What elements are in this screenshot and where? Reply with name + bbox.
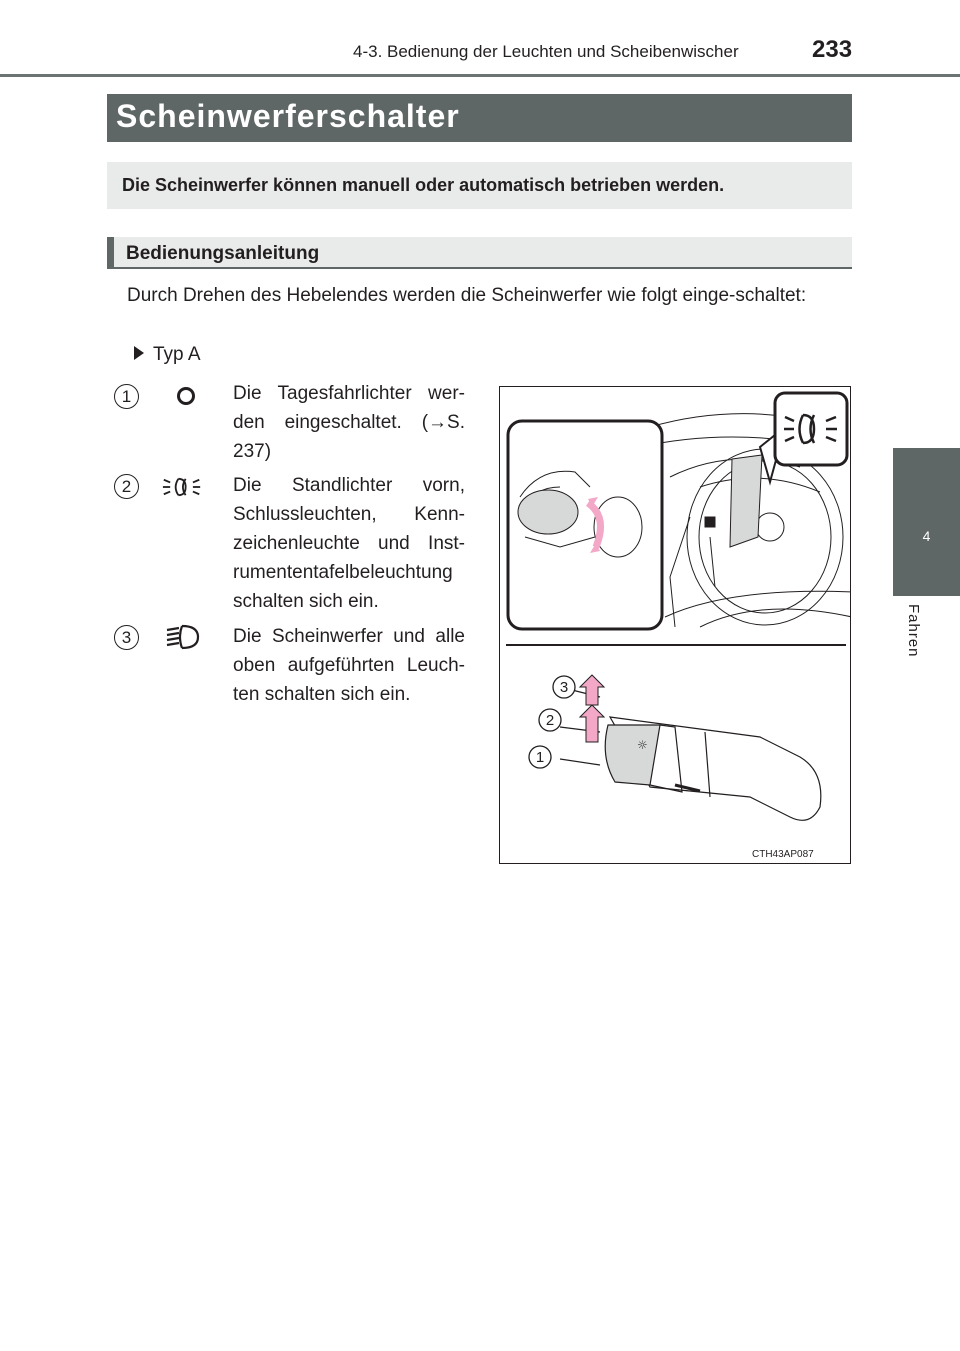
item-number-3: 3 xyxy=(114,625,139,650)
header-rule xyxy=(0,74,960,77)
figure-code: CTH43AP087 xyxy=(752,849,814,860)
chapter-tab-number: 4 xyxy=(922,528,931,544)
figure-callout-1: 1 xyxy=(535,749,545,766)
subheading-text: Bedienungsanleitung xyxy=(126,243,320,264)
item-text-3: Die Scheinwerfer und alle oben aufgeführten Leuch-ten schalten sich ein. xyxy=(233,626,465,705)
page-number: 233 xyxy=(812,36,853,63)
figure-illustration xyxy=(499,386,851,864)
item-number-2: 2 xyxy=(114,474,139,499)
item-text-1: Die Tagesfahrlichter wer-den eingeschaltet. (→S. 237) xyxy=(233,383,465,462)
page-title: Scheinwerferschalter xyxy=(116,98,460,134)
chapter-tab-label: Fahren xyxy=(905,604,922,658)
item-number-1: 1 xyxy=(114,384,139,409)
headlight-icon xyxy=(164,622,204,652)
svg-text:☼: ☼ xyxy=(637,738,648,752)
item-text-2: Die Standlichter vorn, Schlussleuchten, Kenn-zeichenleuchte und Inst-rumententafelbeleuchtung schalten sich ein. xyxy=(233,475,465,612)
intro-paragraph: Durch Drehen des Hebelendes werden die Scheinwerfer wie folgt einge-schaltet: xyxy=(127,285,807,306)
bullet-arrow-icon xyxy=(134,346,144,360)
summary-text: Die Scheinwerfer können manuell oder automatisch betrieben werden. xyxy=(122,175,725,195)
subheading-accent xyxy=(107,237,114,269)
headlight-switch-illustration xyxy=(500,387,851,864)
daytime-running-light-icon xyxy=(170,382,210,412)
running-header-section: 4-3. Bedienung der Leuchten und Scheibenwischer xyxy=(353,42,739,61)
figure-callout-2: 2 xyxy=(545,712,555,729)
figure-callout-3: 3 xyxy=(559,679,569,696)
chapter-tab xyxy=(893,448,960,596)
type-label: Typ A xyxy=(153,344,201,365)
parking-light-icon xyxy=(162,472,202,502)
